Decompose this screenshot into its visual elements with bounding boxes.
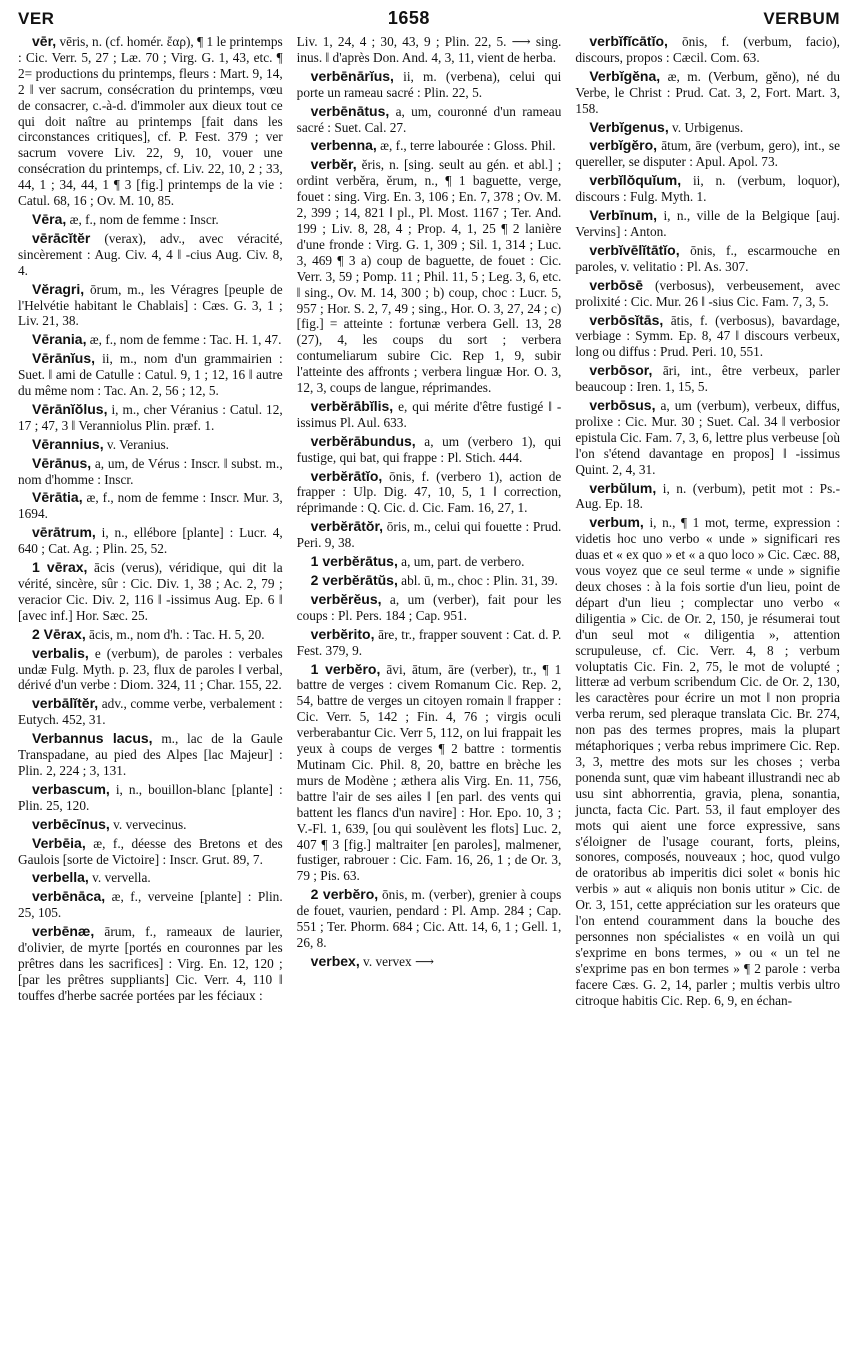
entry-headword: verbĕr, <box>310 156 357 173</box>
dictionary-entry <box>575 208 840 240</box>
entry-headword: verbenna, <box>310 137 377 154</box>
dictionary-entry <box>18 731 283 779</box>
dictionary-entry <box>575 398 840 478</box>
dictionary-entry <box>575 120 840 136</box>
entry-headword: vērātrum, <box>32 524 96 541</box>
entry-definition: e, qui mérite d'être fustigé ‖ -issimus Pl. Aul. 633. <box>296 398 562 430</box>
entry-headword: Vĕragri, <box>32 280 85 297</box>
dictionary-entry <box>297 434 562 466</box>
dictionary-entry <box>575 481 840 513</box>
entry-headword: Vērānĭus, <box>32 350 96 367</box>
entry-headword: verbŭlum, <box>589 479 657 496</box>
entry-headword: 1 verbĕro, <box>310 660 381 677</box>
dictionary-entry <box>297 34 562 66</box>
entry-headword: Verbĭgĕna, <box>589 67 661 84</box>
entry-definition: æ, f., nom de femme : Tac. H. 1, 47. <box>86 332 282 348</box>
entry-definition: a, um (verber), fait pour les coups : Pl. Pers. 184 ; Cap. 951. <box>296 591 562 623</box>
dictionary-entry <box>18 889 283 921</box>
dictionary-entry <box>18 282 283 330</box>
entry-headword: verbālĭtĕr, <box>32 695 99 712</box>
entry-definition: ōnis, m. (verber), grenier à coups de fouet, vaurien, pendard : Pl. Amp. 284 ; Cap. 551 ; Ter. Phorm. 684 ; Cic. Att. 14, 6, 1 ; Gell. 1, 26, 8. <box>296 887 562 950</box>
entry-definition: Liv. 1, 24, 4 ; 30, 43, 9 ; Plin. 22, 5. ⟶ sing. inus. ‖ d'après Don. And. 4, 3, 11, vient de herba. <box>296 34 562 65</box>
entry-definition: a, um, de Vérus : Inscr. ‖ subst. m., nom d'homme : Inscr. <box>18 455 283 487</box>
entry-headword: verbalis, <box>32 644 89 661</box>
entry-definition: v. Urbigenus. <box>668 119 744 135</box>
dictionary-entry <box>297 519 562 551</box>
dictionary-entry <box>18 696 283 728</box>
dictionary-entry <box>575 313 840 361</box>
entry-definition: ōnis, f. (verbum, facio), discours, propos : Cæcil. Com. 63. <box>575 34 840 65</box>
entry-headword: Vērania, <box>32 331 87 348</box>
entry-definition: v. vervella. <box>88 870 151 886</box>
dictionary-entry <box>297 69 562 101</box>
dictionary-entry <box>18 646 283 694</box>
dictionary-entry <box>575 34 840 66</box>
entry-headword: verbĭlŏquĭum, <box>589 172 682 189</box>
entry-definition: vēris, n. (cf. homér. ἔαρ), ¶ 1 le printemps : Cic. Verr. 5, 27 ; Læ. 70 ; Virg. G. 1, 43, etc. ¶ 2= productions du printemps, fleurs : Mart. 9, 14, 2 ‖ ver sacrum, consécration du printemps, vœu de consacrer, c.-à-d. d'immoler aux dieux tout ce qui doit naître au printemps [fait dans les circonstances critiques], cf. P. Fest. 379 ; ver sacrum vovere Liv. 22, 9, 10, vouer une consécration du printemps, cf. Liv. 22, 10, 2 ; 33, 44, 1 ; 34, 44, 1 ¶ 3 [fig.] printemps de la vie : Catul. 68, 16 ; Ov. M. 10, 85. <box>18 34 283 209</box>
entry-headword: verbĕrĕus, <box>310 590 382 607</box>
entry-definition: i, n., ¶ 1 mot, terme, expression : videtis hoc uno verbo « unde » significari res duas et « ex quo » et « a quo loco » Cic. Cæc. 88, vous voyez que ce seul terme « unde » signifie deux choses : à la fois sortie d'un lieu, point de départ d'un lieu ; complectar uno verbo « diligentia » Cic. de Or. 2, 150, je résumerai tout d'un seul mot « diligentia », attention scrupuleuse, cf. Cic. Verr. 4, 8 ; verbum voluptatis Cic. Fin. 2, 75, le mot de volupté ; litteræ ad verbum scribendum Cic. de Or. 2, 130, les caractères pour écrire un mot ‖ non propria verba rerum, sed pleraque translata Cic. Br. 274, non pas des termes propres, mais la plupart métaphoriques ; verba rebus imprimere Cic. Rep. 3, 3, mettre des mots sur les choses ; verba ponenda sunt, quæ vim habeant illustrandi nec ab usu sint abhorrentia, gravia, plena, sonantia, juncta, facta Cic. Part. 53, il faut employer des mots qui aient une force expressive, sans s'éloigner de l'usage courant, forts, pleins, sonores, composés, nouveaux ; hoc, quod vulgo de oratoribus ab imperitis dici solet « bonis hic verbis » aut « aliquis non bonis utitur » Cic. de Or. 3, 151, cette appréciation sur les orateurs que l'on entend couramment dans la bouche des personnes non spécialistes « en voilà un qui s'exprime en bons termes, » ou « un tel ne s'exprime pas en bon termes » ¶ 2 parole : verba facere Cæs. G. 2, 14, parler ; multis verbis ultro citroque habitis Cic. Rep. 6, 9, en échan- <box>575 515 840 1008</box>
entry-headword: verbōsĭtās, <box>589 311 664 328</box>
entry-definition: ii, m. (verbena), celui qui porte un rameau sacré : Plin. 22, 5. <box>296 68 562 100</box>
page-number: 1658 <box>387 8 430 28</box>
dictionary-entry <box>575 278 840 310</box>
dictionary-entry <box>18 560 283 624</box>
entry-definition: a, um (verbero 1), qui fustige, qui bat, qui frappe : Pl. Stich. 444. <box>296 433 562 465</box>
column-3 <box>575 34 840 1334</box>
entry-headword: 2 Vērax, <box>32 625 86 642</box>
dictionary-entry <box>297 592 562 624</box>
entry-definition: æ, f., nom de femme : Inscr. <box>66 211 219 227</box>
entry-headword: verbella, <box>32 869 89 886</box>
entry-definition: ii, n. (verbum, loquor), discours : Fulg. Myth. 1. <box>575 173 840 205</box>
dictionary-entry <box>575 69 840 117</box>
dictionary-entry <box>18 627 283 643</box>
dictionary-entry <box>18 870 283 886</box>
entry-definition: i, n. (verbum), petit mot : Ps.-Aug. Ep. 18. <box>575 480 840 512</box>
entry-headword: vēr, <box>32 34 57 49</box>
entry-definition: (verax), adv., avec véracité, sincèrement : Aug. Civ. 4, 4 ‖ -cius Aug. Civ. 8, 4. <box>18 230 283 278</box>
entry-definition: v. vervecinus. <box>109 816 187 832</box>
dictionary-entry <box>575 363 840 395</box>
entry-definition: adv., comme verbe, verbalement : Eutych. 452, 31. <box>18 696 283 728</box>
dictionary-entry <box>18 351 283 399</box>
entry-headword: verbascum, <box>32 780 110 797</box>
entry-headword: verbĭvēlĭtātĭo, <box>589 241 680 258</box>
dictionary-entry <box>297 954 562 970</box>
entry-headword: 2 verbĕrātŭs, <box>310 572 398 588</box>
entry-definition: i, n., ville de la Belgique [auj. Vervins] : Anton. <box>575 208 840 239</box>
entry-definition: i, n., bouillon-blanc [plante] : Plin. 25, 120. <box>18 781 283 813</box>
entry-headword: verbēnātus, <box>310 102 390 119</box>
dictionary-entry <box>297 554 562 570</box>
entry-definition: āri, int., être verbeux, parler beaucoup : Iren. 1, 15, 5. <box>575 363 840 395</box>
dictionary-entry <box>297 573 562 589</box>
entry-headword: Vērānus, <box>32 454 92 471</box>
entry-headword: 1 verbĕrātus, <box>310 553 398 570</box>
entry-headword: verbex, <box>310 952 360 969</box>
dictionary-entry <box>575 243 840 275</box>
entry-headword: Verbannus lacus, <box>32 730 153 747</box>
entry-headword: Vēra, <box>32 210 67 227</box>
entry-definition: a, um, part. de verbero. <box>397 554 525 570</box>
entry-definition: m., lac de la Gaule Transpadane, au pied des Alpes [lac Majeur] : Plin. 2, 224 ; 3, 131. <box>18 731 283 778</box>
entry-headword: Verbīnum, <box>589 207 658 224</box>
dictionary-entry <box>18 817 283 833</box>
dictionary-entry <box>297 104 562 136</box>
entry-definition: ōrum, m., les Véragres [peuple de l'Helvétie habitant le Chablais] : Cæs. G. 3, 1 ; Liv. 21, 38. <box>18 281 283 329</box>
entry-definition: a, um, couronné d'un rameau sacré : Suet. Cal. 27. <box>296 103 562 135</box>
entry-headword: Verbēia, <box>32 834 86 851</box>
entry-definition: v. Veranius. <box>103 436 169 452</box>
dictionary-entry <box>18 836 283 868</box>
entry-definition: āvi, ātum, āre (verber), tr., ¶ 1 battre de verges : civem Romanum Cic. Rep. 2, 54, battre de verges un citoyen romain ‖ frapper : Cic. Verr. 5, 142 ; Fin. 4, 76 ; virgis oculi verberabantur Cic. Verr 5, 112, on lui frappait les yeux à coups de verges ¶ 2 battre : tormentis Mutinam Cic. Phil. 8, 20, battre en brèche les murs de Modène ; æthera alis Virg. En. 11, 756, battre l'air de ses ailes ‖ [en parl. des vents qui battent les flancs d'un navire] : Hor. Epo. 10, 3 ; V.-Fl. 1, 639, [ou qui soulèvent les flots] Luc. 2, 407 ¶ 3 [fig.] maltraiter [en paroles], malmener, fustiger, rabrouer : Cic. Fam. 16, 26, 1 ; de Or. 3, 79 ; Pis. 63. <box>296 661 562 884</box>
entry-headword: verbĕrātŏr, <box>310 518 384 535</box>
dictionary-entry <box>18 402 283 434</box>
entry-definition: ōnis, f., escarmouche en paroles, v. velitatio : Pl. As. 307. <box>575 242 840 274</box>
entry-headword: verbĭgĕro, <box>589 137 658 154</box>
entry-definition: æ, f., verveine [plante] : Plin. 25, 105. <box>18 889 283 921</box>
dictionary-entry <box>297 662 562 885</box>
entry-headword: verbĕrito, <box>310 625 375 642</box>
entry-headword: verbēnæ, <box>32 923 95 940</box>
dictionary-entry <box>297 157 562 396</box>
entry-headword: verbēcīnus, <box>32 815 110 832</box>
entry-headword: Vērātia, <box>32 489 83 506</box>
entry-definition: āre, tr., frapper souvent : Cat. d. P. Fest. 379, 9. <box>296 626 562 658</box>
entry-headword: Verbĭgenus, <box>589 118 669 135</box>
entry-definition: ĕris, n. [sing. seult au gén. et abl.] ; ordint verbĕra, ĕrum, n., ¶ 1 baguette, verge, fouet : sing. Virg. En. 3, 106 ; En. 7, 378 ; Ov. M. 2, 399 ; 14, 821 ‖ pl., Pl. Most. 1167 ; Ter. And. 199 ; Liv. 8, 28, 4 ; Prop. 4, 1, 25 ¶ 2 lanière d'une fronde : Virg. G. 1, 309 ; Sil. 1, 314 ; Luc. 3, 469 ¶ 3 a) coup de baguette, de fouet : Cic. Verr. 3, 59 ; Pomp. 11 ; Phil. 11, 5 ; Leg. 3, 6, etc. ‖ sing., Ov. M. 14, 300 ; b) coup, choc : Lucr. 5, 957 ; Hor. S. 2, 7, 49 ; sing., Hor. O. 3, 27, 24 ; c) [fig.] = atteinte : fortunæ verbera Gell. 13, 28 (27), 4, les coups du sort ; verbera contumeliarum subire Cic. Rep 1, 9, subir l'atteinte des affronts ; verbera linguæ Hor. O. 3, 12, 3, coups de langue, réprimandes. <box>296 157 562 396</box>
entry-definition: ōnis, f. (verbero 1), action de frapper : Ulp. Dig. 47, 10, 5, 1 ‖ correction, réprimande : Q. Cic. d. Cic. Fam. 16, 27, 1. <box>296 468 562 516</box>
dictionary-entry <box>18 782 283 814</box>
entry-definition: i, m., cher Véranius : Catul. 12, 17 ; 47, 3 ‖ Veranniolus Plin. præf. 1. <box>18 401 283 433</box>
page-header <box>18 0 840 34</box>
dictionary-entry <box>575 515 840 1008</box>
entry-definition: ātis, f. (verbosus), bavardage, verbiage : Symm. Ep. 8, 47 ‖ discours verbeux, long ou diffus : Prud. Peri. 10, 551. <box>575 312 840 360</box>
entry-headword: verbōsē <box>589 276 644 293</box>
dictionary-entry <box>297 138 562 154</box>
dictionary-entry <box>18 525 283 557</box>
entry-definition: ācis, m., nom d'h. : Tac. H. 5, 20. <box>85 626 265 642</box>
entry-headword: verbēnāca, <box>32 888 106 905</box>
entry-definition: v. vervex ⟶ <box>359 953 435 969</box>
dictionary-entry <box>297 469 562 517</box>
dictionary-entry <box>18 456 283 488</box>
entry-definition: ii, m., nom d'un grammairien : Suet. ‖ ami de Catulle : Catul. 9, 1 ; 12, 16 ‖ autre du même nom : Tac. An. 2, 56 ; 12, 5. <box>18 351 283 399</box>
header-right-word: VERBUM <box>763 9 840 28</box>
dictionary-entry <box>18 437 283 453</box>
entry-headword: Vērannius, <box>32 435 104 452</box>
entry-definition: e (verbum), de paroles : verbales undæ Fulg. Myth. p. 23, flux de paroles ‖ verbal, dérivé d'un verbe : Diom. 324, 11 ; Char. 155, 22. <box>18 645 283 693</box>
entry-definition: a, um (verbum), verbeux, diffus, prolixe : Cic. Mur. 30 ; Suet. Cal. 34 ‖ verbosior epistula Cic. Fam. 7, 3, 6, lettre plus verbeuse [où l'on s'étend davantage en propos] ‖ -issimus Quint. 2, 4, 31. <box>575 398 840 477</box>
dictionary-entry <box>575 138 840 170</box>
entry-definition: ōris, m., celui qui fouette : Prud. Peri. 9, 38. <box>296 519 562 551</box>
entry-headword: verbōsus, <box>589 397 656 414</box>
dictionary-entry <box>18 924 283 1004</box>
dictionary-entry <box>18 34 283 209</box>
entry-definition: ācis (verus), véridique, qui dit la vérité, sincère, sûr : Cic. Div. 1, 38 ; Ac. 2, 79 ; veracior Cic. Div. 2, 116 ‖ -issimus Aug. Ep. 6 ‖ [avec inf.] Hor. Sæc. 25. <box>18 560 283 623</box>
entry-definition: ātum, āre (verbum, gero), int., se quereller, se disputer : Apul. Apol. 73. <box>575 138 840 170</box>
entry-definition: abl. ū, m., choc : Plin. 31, 39. <box>397 573 558 588</box>
dictionary-entry <box>297 627 562 659</box>
entry-headword: vērācĭtĕr <box>32 229 91 246</box>
entry-definition: æ, m. (Verbum, gĕno), né du Verbe, le Christ : Prud. Cat. 3, 2, Fort. Mart. 3, 158. <box>575 68 840 116</box>
entry-definition: ārum, f., rameaux de laurier, d'olivier, de myrte [portés en couronnes par les prêtres dans les sacrifices] : Virg. En. 12, 120 ; [par les prêtres suppliants] Cic. Verr. 4, 110 ‖ touffes d'herbe sacrée portées par les féciaux : <box>18 924 283 1003</box>
entry-headword: verbōsor, <box>589 362 653 379</box>
dictionary-entry <box>575 173 840 205</box>
entry-definition: æ, f., terre labourée : Gloss. Phil. <box>376 138 556 154</box>
entry-headword: verbĕrābundus, <box>310 432 416 449</box>
column-1 <box>18 34 283 1334</box>
dictionary-entry <box>297 399 562 431</box>
entry-definition: i, n., ellébore [plante] : Lucr. 4, 640 ; Cat. Ag. ; Plin. 25, 52. <box>18 525 283 557</box>
text-columns <box>18 34 840 1334</box>
dictionary-entry <box>297 887 562 951</box>
dictionary-entry <box>18 332 283 348</box>
entry-definition: æ, f., nom de femme : Inscr. Mur. 3, 1694. <box>18 490 283 522</box>
entry-headword: verbĭfĭcātĭo, <box>589 34 668 49</box>
entry-definition: æ, f., déesse des Bretons et des Gaulois [sorte de Victoire] : Inscr. Grut. 89, 7. <box>18 835 283 867</box>
header-left-word: VER <box>18 9 55 28</box>
entry-headword: Vērānĭŏlus, <box>32 400 108 417</box>
dictionary-entry <box>18 231 283 279</box>
entry-headword: verbĕrābĭlis, <box>310 397 394 414</box>
dictionary-entry <box>18 490 283 522</box>
entry-headword: verbĕrātĭo, <box>310 467 383 484</box>
entry-headword: verbum, <box>589 514 644 531</box>
entry-headword: verbēnārĭus, <box>310 67 394 84</box>
dictionary-entry <box>18 212 283 228</box>
entry-headword: 2 verbĕro, <box>310 886 379 903</box>
entry-headword: 1 vērax, <box>32 559 88 576</box>
column-2 <box>297 34 562 1334</box>
entry-definition: (verbosus), verbeusement, avec prolixité : Cic. Mur. 26 ‖ -sius Cic. Fam. 7, 3, 5. <box>575 277 840 309</box>
